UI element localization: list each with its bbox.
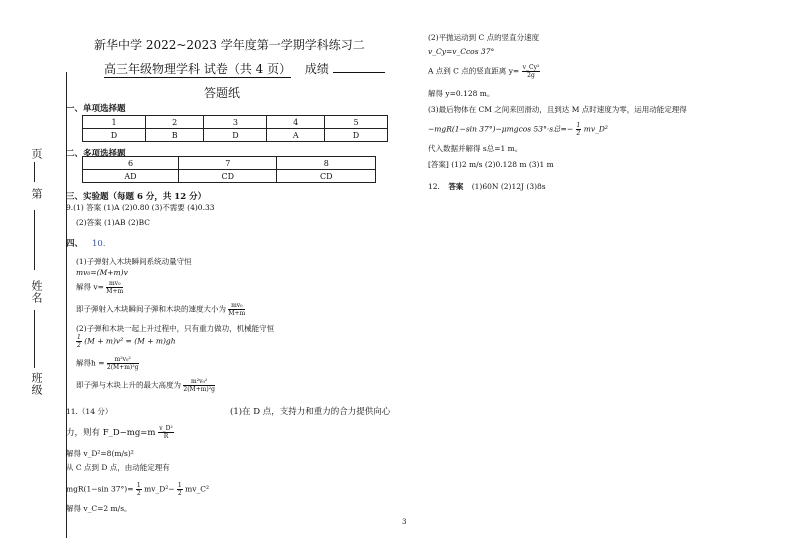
table-cell: D — [324, 129, 387, 142]
q11-a2 — [66, 425, 174, 440]
q11-b5: (3)最后物体在 CM 之间来回滑动，且到达 M 点时速度为零，运用动能定理得 — [428, 105, 687, 114]
section1-heading: 一、单项选择题 — [66, 104, 126, 114]
page-label-end: 页 — [30, 148, 43, 160]
exp-answer-2: (2)答案 (1)AB (2)BC — [76, 218, 150, 227]
q11-a6: 解得 v_C=2 m/s。 — [66, 504, 132, 513]
q11-b7: 代入数据并解得 s总=1 m。 — [428, 144, 523, 153]
score-label: 成绩 — [304, 62, 329, 76]
page-blank — [34, 162, 35, 182]
eq-prefix: A 点到 C 点的竖直距离 y= — [428, 66, 520, 76]
q12-label: 12. — [428, 182, 440, 191]
fraction-den: 2g — [527, 72, 535, 79]
page-blank-2 — [34, 210, 35, 270]
q10-p2-solution — [76, 356, 139, 371]
equation-rest: (M + m)v² = (M + m)gh — [84, 336, 176, 346]
fraction-num: 1 — [177, 482, 182, 489]
q10-p1-text — [76, 302, 245, 317]
exp-answer-1: 9.(1) 答案 (1)A (2)0.80 (3)不需要 (4)0.33 — [66, 203, 215, 212]
table-cell: D — [204, 129, 267, 142]
q10-p1-eq: mv₀=(M+m)v — [76, 268, 128, 277]
table-cell: B — [145, 129, 203, 142]
table-row — [83, 129, 388, 142]
q10-number: 10. — [91, 239, 106, 249]
fraction-den: 2(M+m)²g — [183, 386, 215, 393]
fraction — [183, 378, 215, 393]
table-cell: CD — [277, 170, 376, 183]
fraction-den: 2(M+m)²g — [106, 364, 139, 371]
table-row — [83, 170, 376, 183]
eq-end: mv_D² — [583, 124, 608, 134]
q11-a5 — [66, 482, 209, 497]
fraction — [136, 482, 142, 497]
single-choice-table — [82, 115, 388, 142]
q11-a3: 解得 v_D²=8(m/s)² — [66, 449, 134, 458]
solution-prefix: 解得 v= — [76, 282, 104, 292]
q10-p2: (2)子弹和木块一起上升过程中，只有重力做功，机械能守恒 — [76, 324, 275, 333]
table-cell: 7 — [179, 157, 277, 170]
q10-p1-solution — [76, 280, 123, 295]
eq-mid: mv_D²− — [144, 484, 175, 494]
paper-subtitle — [104, 60, 385, 78]
page-label: 第 — [30, 188, 43, 200]
fraction-den: M+m — [228, 310, 246, 317]
q12-line — [428, 181, 546, 192]
eq-end: mv_C² — [185, 484, 209, 494]
fraction-num: v_D² — [159, 425, 173, 432]
table-row — [83, 116, 388, 129]
fraction — [576, 122, 582, 137]
school-title: 新华中学 2022~2023 学年度第一学期学科练习二 — [94, 38, 365, 52]
table-cell: 4 — [267, 116, 325, 129]
q11-b4: 解得 y=0.128 m。 — [428, 89, 495, 98]
fraction — [106, 280, 123, 295]
q10-p2-eq — [76, 334, 176, 349]
fraction — [177, 482, 183, 497]
q11-b3 — [428, 64, 540, 79]
solution-prefix: 解得h = — [76, 358, 105, 368]
subtitle-text: 高三年级物理学科 试卷（共 4 页） — [104, 62, 292, 76]
table-cell: 5 — [324, 116, 387, 129]
multi-choice-table — [82, 156, 376, 183]
table-row — [83, 157, 376, 170]
q11-b1: (2)平抛运动到 C 点的竖直分速度 — [428, 33, 540, 42]
fraction-num: mv₀ — [106, 280, 123, 288]
fraction — [76, 334, 82, 349]
fraction-num: 1 — [136, 482, 141, 489]
name-blank — [34, 310, 35, 368]
fraction-den: M+m — [106, 288, 124, 295]
q11-b6 — [428, 122, 608, 137]
section2-heading: 二、多项选择题 — [66, 149, 126, 159]
text-prefix: 即子弹与木块上升的最大高度为 — [76, 380, 181, 390]
fraction-num: 1 — [576, 122, 581, 129]
page-number: 3 — [402, 518, 407, 526]
fraction-num: m²v₀² — [107, 356, 139, 364]
table-cell: AD — [83, 170, 179, 183]
fraction-den: 2 — [177, 490, 182, 497]
q11-a1: (1)在 D 点，支持力和重力的合力提供向心 — [230, 407, 391, 417]
table-cell: 2 — [145, 116, 203, 129]
eq-prefix: −mgR(1−sin 37°)−μmgcos 53°·s总=− — [428, 124, 574, 134]
q11-label: 11.（14 分） — [66, 407, 113, 416]
fraction — [228, 302, 245, 317]
q10-p1: (1)子弹射入木块瞬间系统动量守恒 — [76, 257, 192, 266]
table-cell: 3 — [204, 116, 267, 129]
answer-sheet-title: 答题纸 — [204, 86, 241, 100]
text-prefix: 即子弹射入木块瞬间子弹和木块的速度大小为 — [76, 304, 226, 314]
name-label: 姓名 — [30, 280, 43, 304]
fraction-den: R — [163, 433, 169, 440]
fraction — [107, 356, 139, 371]
fraction-den: 2 — [136, 490, 141, 497]
eq-prefix: 力，则有 F_D−mg=m — [66, 428, 156, 438]
fraction-num: m²v₀² — [183, 378, 215, 386]
fraction — [522, 64, 541, 79]
score-blank — [333, 61, 385, 73]
section4-label: 四、 — [66, 239, 84, 249]
fraction-num: 1 — [77, 334, 81, 341]
table-cell: 6 — [83, 157, 179, 170]
table-cell: 8 — [277, 157, 376, 170]
q12-answer-label: 答案 — [448, 182, 464, 191]
table-cell: 1 — [83, 116, 146, 129]
fraction-den: 2 — [77, 342, 81, 349]
fraction-num: mv₀ — [228, 302, 245, 310]
table-cell: CD — [179, 170, 277, 183]
table-cell: D — [83, 129, 146, 142]
fraction-den: 2 — [576, 130, 581, 137]
class-label: 班级 — [30, 372, 43, 396]
q12-answer-text: (1)60N (2)12J (3)8s — [471, 182, 546, 191]
section4-heading — [66, 237, 106, 249]
section3-heading: 三、实验题（每题 6 分，共 12 分） — [66, 192, 207, 202]
fraction-num: v_Cy² — [522, 64, 540, 71]
q11-b2: v_Cy=v_Ccos 37° — [428, 47, 495, 56]
fraction — [158, 425, 174, 440]
q11-a4: 从 C 点到 D 点，由动能定理有 — [66, 463, 170, 472]
q10-p2-text — [76, 378, 215, 393]
eq-prefix: mgR(1−sin 37°)= — [66, 484, 134, 494]
q11-b8: [答案] (1)2 m/s (2)0.128 m (3)1 m — [428, 160, 554, 169]
table-cell: A — [267, 129, 325, 142]
